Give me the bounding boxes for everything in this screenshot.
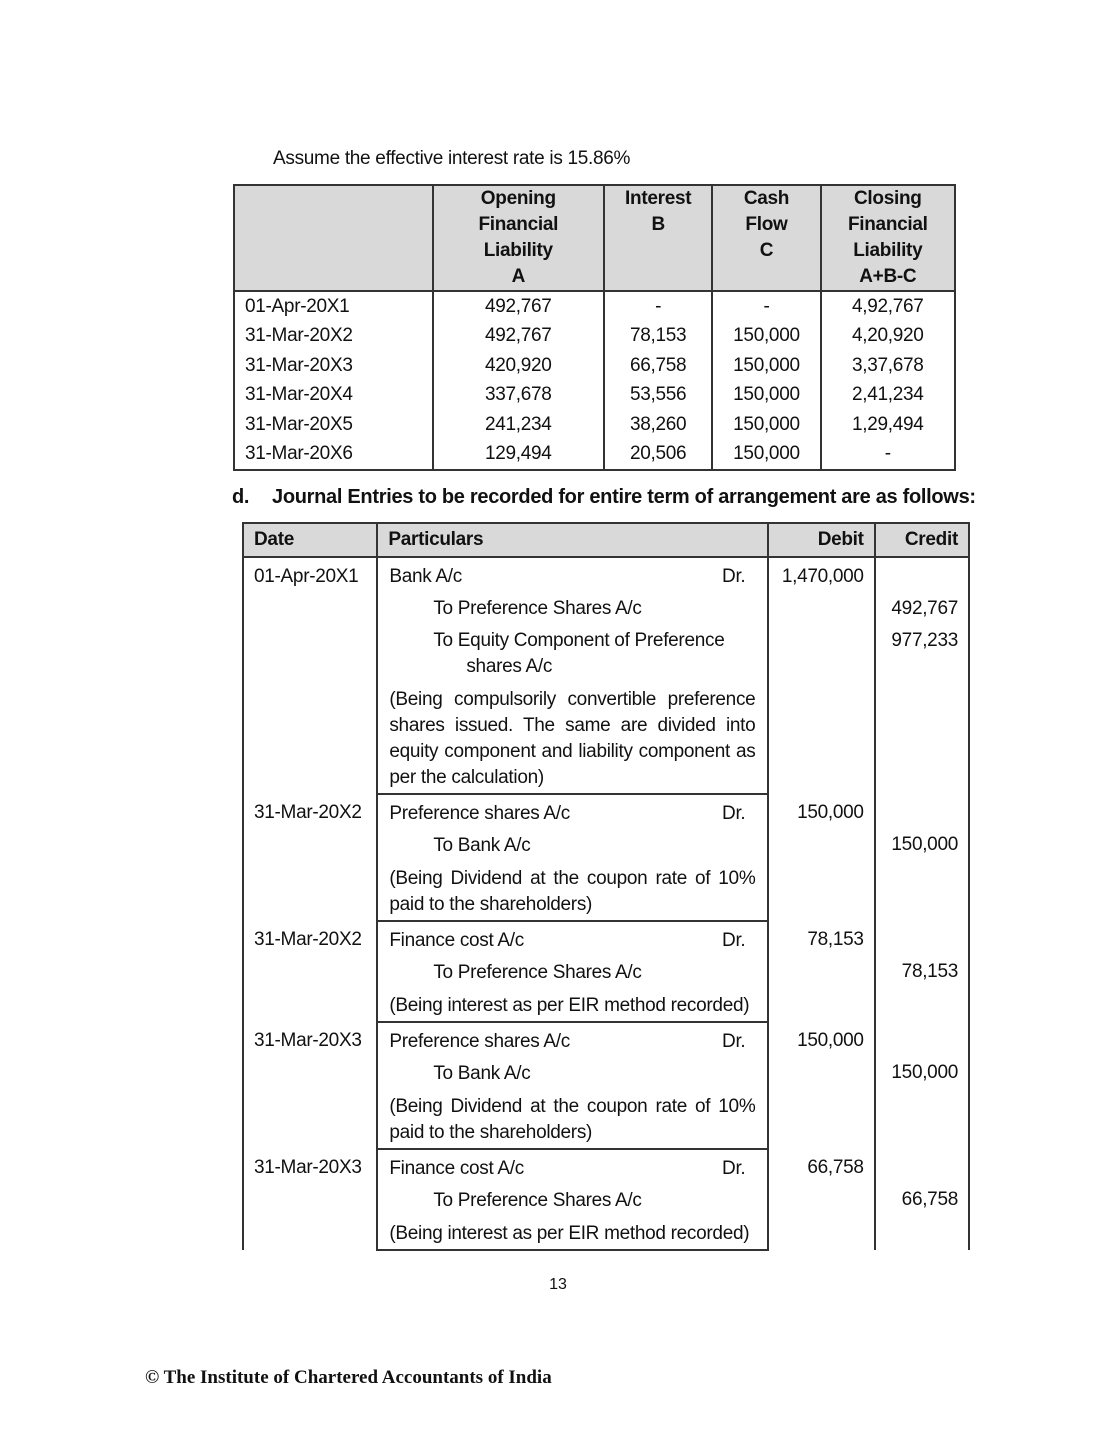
cell-cashflow: 150,000 <box>712 322 820 352</box>
journal-heading-text: Journal Entries to be recorded for entire term of arrangement are as follows: <box>272 486 976 508</box>
schedule-header-interest: Interest B <box>604 185 712 291</box>
liability-schedule-table <box>233 184 956 471</box>
entry-date: 31-Mar-20X3 <box>243 1149 377 1250</box>
cell-cashflow: 150,000 <box>712 410 820 440</box>
credit-amount: 78,153 <box>901 961 958 982</box>
entry-debit <box>768 1022 874 1149</box>
cell-date: 31-Mar-20X2 <box>234 322 433 352</box>
narration: (Being interest as per EIR method recorded) <box>389 1223 750 1244</box>
schedule-header-row <box>234 185 955 291</box>
debit-account: Preference shares A/c <box>389 1031 570 1052</box>
cell-interest: 66,758 <box>604 351 712 381</box>
intro-text: Assume the effective interest rate is 15.86% <box>273 148 631 169</box>
dr-mark: Dr. <box>722 930 746 951</box>
debit-account: Preference shares A/c <box>389 803 570 824</box>
entry-date: 01-Apr-20X1 <box>243 557 377 794</box>
journal-heading <box>232 486 976 509</box>
narration: (Being compulsorily convertible preference shares issued. The same are divided into equity component and liability component as per the calculation) <box>389 689 756 788</box>
credit-amount: 977,233 <box>891 630 958 651</box>
debit-amount: 1,470,000 <box>781 566 864 587</box>
dr-mark: Dr. <box>722 1158 746 1179</box>
dr-mark: Dr. <box>722 566 746 587</box>
credit-amount: 150,000 <box>891 1062 958 1083</box>
table-row <box>234 440 955 471</box>
credit-account: To Bank A/c <box>433 835 531 856</box>
journal-entries-table <box>242 522 970 1251</box>
cell-cashflow: 150,000 <box>712 440 820 471</box>
credit-amount: 150,000 <box>891 834 958 855</box>
debit-account: Bank A/c <box>389 566 462 587</box>
entry-debit <box>768 1149 874 1250</box>
cell-interest: 20,506 <box>604 440 712 471</box>
table-row <box>234 410 955 440</box>
credit-account: To Preference Shares A/c <box>433 962 642 983</box>
entry-particulars <box>377 794 768 921</box>
credit-amount: 492,767 <box>891 598 958 619</box>
cell-date: 31-Mar-20X4 <box>234 381 433 411</box>
cell-cashflow: 150,000 <box>712 381 820 411</box>
cell-date: 31-Mar-20X3 <box>234 351 433 381</box>
journal-header-debit: Debit <box>768 523 874 557</box>
entry-credit <box>875 794 969 921</box>
cell-cashflow: 150,000 <box>712 351 820 381</box>
entry-particulars <box>377 1022 768 1149</box>
credit-account: To Bank A/c <box>433 1063 531 1084</box>
journal-header-credit: Credit <box>875 523 969 557</box>
page-number: 13 <box>549 1276 567 1293</box>
cell-date: 31-Mar-20X5 <box>234 410 433 440</box>
cell-cashflow: - <box>712 291 820 322</box>
footer-copyright: © The Institute of Chartered Accountants of India <box>145 1367 552 1388</box>
cell-interest: 53,556 <box>604 381 712 411</box>
journal-header-date: Date <box>243 523 377 557</box>
entry-debit <box>768 921 874 1022</box>
entry-particulars <box>377 557 768 794</box>
entry-particulars <box>377 921 768 1022</box>
schedule-header-date <box>234 185 433 291</box>
debit-amount: 150,000 <box>797 1030 864 1051</box>
debit-account: Finance cost A/c <box>389 930 524 951</box>
cell-closing: 3,37,678 <box>821 351 955 381</box>
entry-particulars <box>377 1149 768 1250</box>
cell-opening: 492,767 <box>433 291 604 322</box>
dr-mark: Dr. <box>722 803 746 824</box>
entry-date: 31-Mar-20X3 <box>243 1022 377 1149</box>
cell-date: 31-Mar-20X6 <box>234 440 433 471</box>
cell-interest: - <box>604 291 712 322</box>
journal-header-particulars: Particulars <box>377 523 768 557</box>
cell-closing: 2,41,234 <box>821 381 955 411</box>
debit-account: Finance cost A/c <box>389 1158 524 1179</box>
schedule-header-closing: Closing Financial Liability A+B-C <box>821 185 955 291</box>
credit-amount: 66,758 <box>901 1189 958 1210</box>
table-row <box>234 351 955 381</box>
journal-heading-letter: d. <box>232 486 250 508</box>
journal-entry <box>243 557 969 794</box>
journal-entry <box>243 794 969 921</box>
table-row <box>234 291 955 322</box>
credit-account-text: To Equity Component of Preference <box>433 630 725 651</box>
entry-date: 31-Mar-20X2 <box>243 794 377 921</box>
credit-account: To Preference Shares A/c <box>433 598 642 619</box>
entry-date: 31-Mar-20X2 <box>243 921 377 1022</box>
cell-opening: 241,234 <box>433 410 604 440</box>
cell-closing: - <box>821 440 955 471</box>
entry-credit <box>875 921 969 1022</box>
credit-account-continuation: shares A/c <box>466 656 553 677</box>
journal-entry <box>243 1149 969 1250</box>
narration: (Being Dividend at the coupon rate of 10% paid to the shareholders) <box>389 1096 756 1143</box>
entry-credit <box>875 557 969 794</box>
cell-closing: 1,29,494 <box>821 410 955 440</box>
cell-interest: 78,153 <box>604 322 712 352</box>
dr-mark: Dr. <box>722 1031 746 1052</box>
cell-closing: 4,20,920 <box>821 322 955 352</box>
cell-interest: 38,260 <box>604 410 712 440</box>
credit-account <box>378 625 767 683</box>
schedule-header-opening: Opening Financial Liability A <box>433 185 604 291</box>
debit-amount: 78,153 <box>807 929 864 950</box>
cell-opening: 129,494 <box>433 440 604 471</box>
cell-closing: 4,92,767 <box>821 291 955 322</box>
credit-account: To Preference Shares A/c <box>433 1190 642 1211</box>
narration: (Being Dividend at the coupon rate of 10% paid to the shareholders) <box>389 868 756 915</box>
cell-opening: 337,678 <box>433 381 604 411</box>
entry-debit <box>768 794 874 921</box>
entry-debit <box>768 557 874 794</box>
journal-header-row <box>243 523 969 557</box>
cell-opening: 420,920 <box>433 351 604 381</box>
table-row <box>234 381 955 411</box>
debit-amount: 66,758 <box>807 1157 864 1178</box>
schedule-header-cashflow: Cash Flow C <box>712 185 820 291</box>
table-row <box>234 322 955 352</box>
journal-entry <box>243 921 969 1022</box>
debit-amount: 150,000 <box>797 802 864 823</box>
cell-opening: 492,767 <box>433 322 604 352</box>
entry-credit <box>875 1149 969 1250</box>
cell-date: 01-Apr-20X1 <box>234 291 433 322</box>
narration: (Being interest as per EIR method recorded) <box>389 995 750 1016</box>
journal-entry <box>243 1022 969 1149</box>
entry-credit <box>875 1022 969 1149</box>
